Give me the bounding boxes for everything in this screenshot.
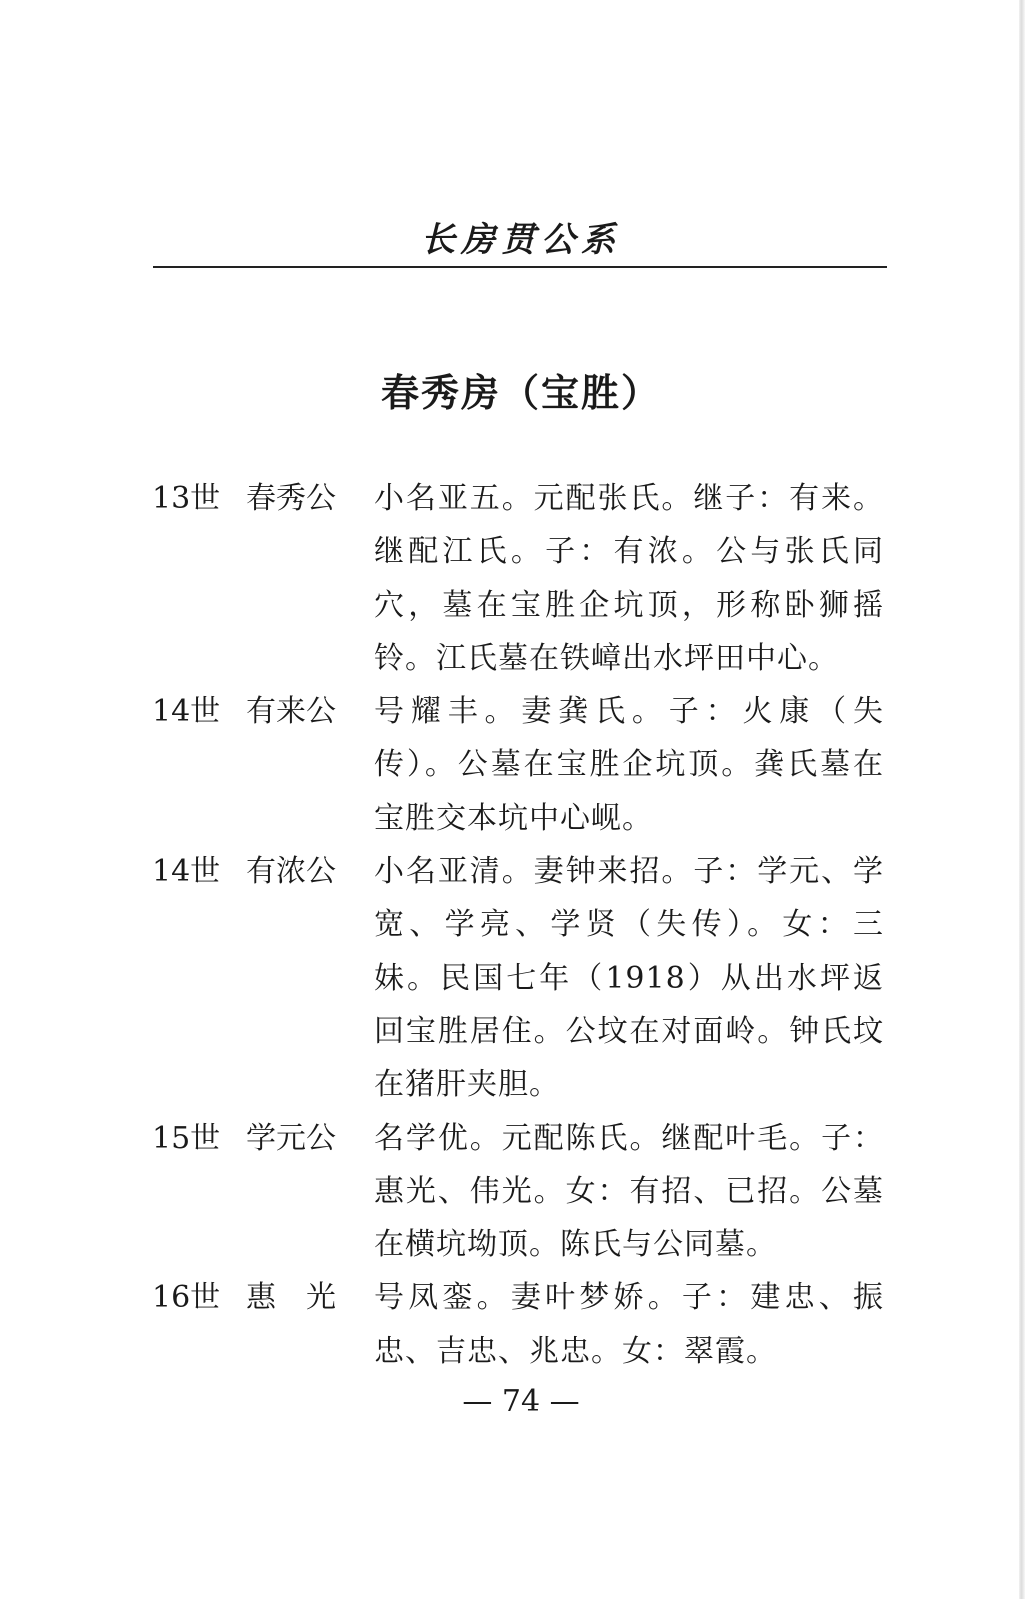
generation-label: 13世 bbox=[152, 481, 221, 516]
ancestor-name: 惠 光 bbox=[246, 1280, 336, 1316]
genealogy-entry bbox=[152, 1271, 892, 1378]
generation-label: 15世 bbox=[152, 1120, 221, 1156]
entry-text: 号耀丰。妻龚氏。子：火康（失传）。公墓在宝胜企坑顶。龚氏墓在宝胜交本坑中心岘。 bbox=[374, 694, 884, 836]
ancestor-name: 有来公 bbox=[246, 694, 336, 730]
ancestor-name: 春秀公 bbox=[246, 481, 336, 516]
page-number: — 74 — bbox=[462, 1384, 580, 1419]
genealogy-entry bbox=[152, 685, 892, 845]
genealogy-entry bbox=[152, 845, 892, 1111]
entry-text: 小名亚五。元配张氏。继子：有来。继配江氏。子：有浓。公与张氏同穴，墓在宝胜企坑顶，形称卧狮摇铃。江氏墓在铁嶂出水坪田中心。 bbox=[374, 481, 884, 676]
entry-text: 名学优。元配陈氏。继配叶毛。子：惠光、伟光。女：有招、已招。公墓在横坑坳顶。陈氏与公同墓。 bbox=[374, 1120, 884, 1263]
generation-label: 14世 bbox=[152, 694, 221, 730]
section-title: 春秀房（宝胜） bbox=[380, 370, 661, 415]
running-head-title: 长房贯公系 bbox=[421, 220, 621, 260]
generation-label: 14世 bbox=[152, 854, 221, 890]
header-rule bbox=[153, 266, 887, 268]
genealogy-entry bbox=[152, 1112, 892, 1272]
entry-text: 号凤銮。妻叶梦娇。子：建忠、振忠、吉忠、兆忠。女：翠霞。 bbox=[374, 1280, 884, 1369]
generation-label: 16世 bbox=[152, 1280, 221, 1316]
page-edge-shadow bbox=[1019, 0, 1025, 1599]
genealogy-entry bbox=[152, 472, 892, 685]
entry-text: 小名亚清。妻钟来招。子：学元、学宽、学亮、学贤（失传）。女：三妹。民国七年（1918）从出水坪返回宝胜居住。公坟在对面岭。钟氏坟在猪肝夹胆。 bbox=[374, 854, 884, 1103]
genealogy-entries bbox=[152, 472, 892, 1378]
ancestor-name: 有浓公 bbox=[246, 854, 336, 890]
ancestor-name: 学元公 bbox=[246, 1120, 336, 1156]
